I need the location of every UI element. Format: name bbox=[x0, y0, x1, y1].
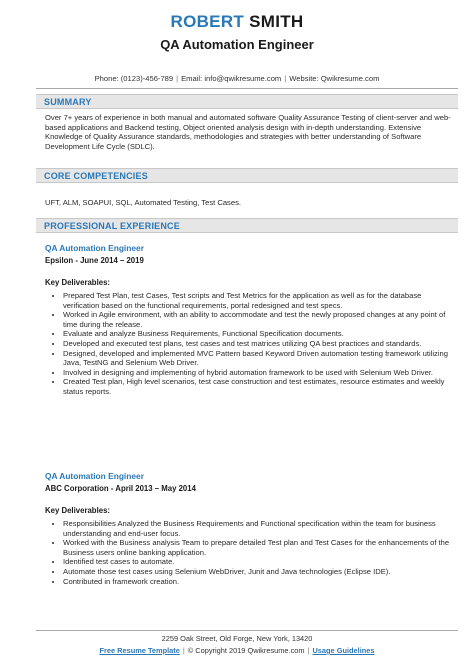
list-item: • Evaluate and analyze Business Requirements, Functional Specification documents. bbox=[63, 329, 455, 339]
list-item: • Designed, developed and implemented MVC Pattern based Keyword Driven automation testing framework utilizing Java, TestNG and Selenium Web Driver. bbox=[63, 349, 455, 368]
section-title: PROFESSIONAL EXPERIENCE bbox=[44, 221, 180, 231]
core-competencies-text: UFT, ALM, SOAPUI, SQL, Automated Testing, Test Cases. bbox=[45, 198, 241, 207]
footer-address: 2259 Oak Street, Old Forge, New York, 13420 bbox=[161, 634, 313, 643]
list-item: • Identified test cases to automate. bbox=[63, 557, 455, 567]
footer-divider bbox=[36, 630, 458, 631]
first-name: ROBERT bbox=[170, 12, 245, 31]
list-item: • Contributed in framework creation. bbox=[63, 577, 455, 587]
email: Email: info@qwikresume.com bbox=[181, 74, 282, 83]
job-role: QA Automation Engineer bbox=[45, 243, 144, 253]
separator: | bbox=[182, 646, 185, 655]
summary-text: Over 7+ years of experience in both manual and automated software Quality Assurance Testing of client-server and web-based applications and Backend testing, Object oriented analysis design with in-depth understanding. Extensive Knowledge of Quality Assurance standards, methodologies and strategies with better understanding of Software Development Life Cycle (SDLC). bbox=[45, 113, 451, 151]
list-item: • Developed and executed test plans, test cases and test matrices utilizing QA best practices and standards. bbox=[63, 339, 455, 349]
copyright: © Copyright 2019 Qwikresume.com bbox=[187, 646, 305, 655]
section-summary-header bbox=[36, 94, 458, 109]
last-name: SMITH bbox=[249, 12, 304, 31]
section-title: CORE COMPETENCIES bbox=[44, 171, 148, 181]
list-item: • Worked with the Business analysis Team to prepare detailed Test plan and Test Cases for the enhancements of the Business users online banking application. bbox=[63, 538, 455, 557]
job-role: QA Automation Engineer bbox=[45, 471, 144, 481]
job-title: QA Automation Engineer bbox=[160, 37, 314, 52]
section-title: SUMMARY bbox=[44, 97, 92, 107]
key-deliverables-label: Key Deliverables: bbox=[45, 278, 111, 287]
separator: | bbox=[284, 74, 287, 83]
free-resume-template-link[interactable]: Free Resume Template bbox=[99, 646, 180, 655]
usage-guidelines-link[interactable]: Usage Guidelines bbox=[312, 646, 375, 655]
list-item: • Automate those test cases using Selenium WebDriver, Junit and Java technologies (Eclipse IDE). bbox=[63, 567, 455, 577]
list-item: • Worked in Agile environment, with an ability to accommodate and test the newly proposed changes at any point of time during the release. bbox=[63, 310, 455, 329]
list-item: • Prepared Test Plan, test Cases, Test scripts and Test Metrics for the application as well as for the database verification based on the functional requirements, portal redesigned and test specs. bbox=[63, 291, 455, 310]
website: Website: Qwikresume.com bbox=[289, 74, 380, 83]
list-item: • Responsibilities Analyzed the Business Requirements and Functional specification within the team for business understanding and end-user focus. bbox=[63, 519, 455, 538]
key-deliverables-label: Key Deliverables: bbox=[45, 506, 111, 515]
footer-links bbox=[0, 646, 474, 656]
job-company: ABC Corporation - April 2013 – May 2014 bbox=[45, 484, 196, 493]
divider bbox=[36, 88, 458, 89]
list-item: • Created Test plan, High level scenarios, test case construction and test estimates, resource estimates and weekly status reports. bbox=[63, 377, 455, 396]
separator: | bbox=[176, 74, 179, 83]
deliverables-list bbox=[45, 291, 455, 397]
separator: | bbox=[307, 646, 310, 655]
contact-line bbox=[0, 74, 474, 84]
deliverables-list bbox=[45, 519, 455, 586]
section-experience-header bbox=[36, 218, 458, 233]
candidate-name bbox=[0, 12, 474, 32]
phone: Phone: (0123)-456-789 bbox=[94, 74, 174, 83]
section-core-header bbox=[36, 168, 458, 183]
job-company: Epsilon - June 2014 – 2019 bbox=[45, 256, 144, 265]
list-item: • Involved in designing and implementing of hybrid automation framework to be used with Selenium Web Driver. bbox=[63, 368, 455, 378]
